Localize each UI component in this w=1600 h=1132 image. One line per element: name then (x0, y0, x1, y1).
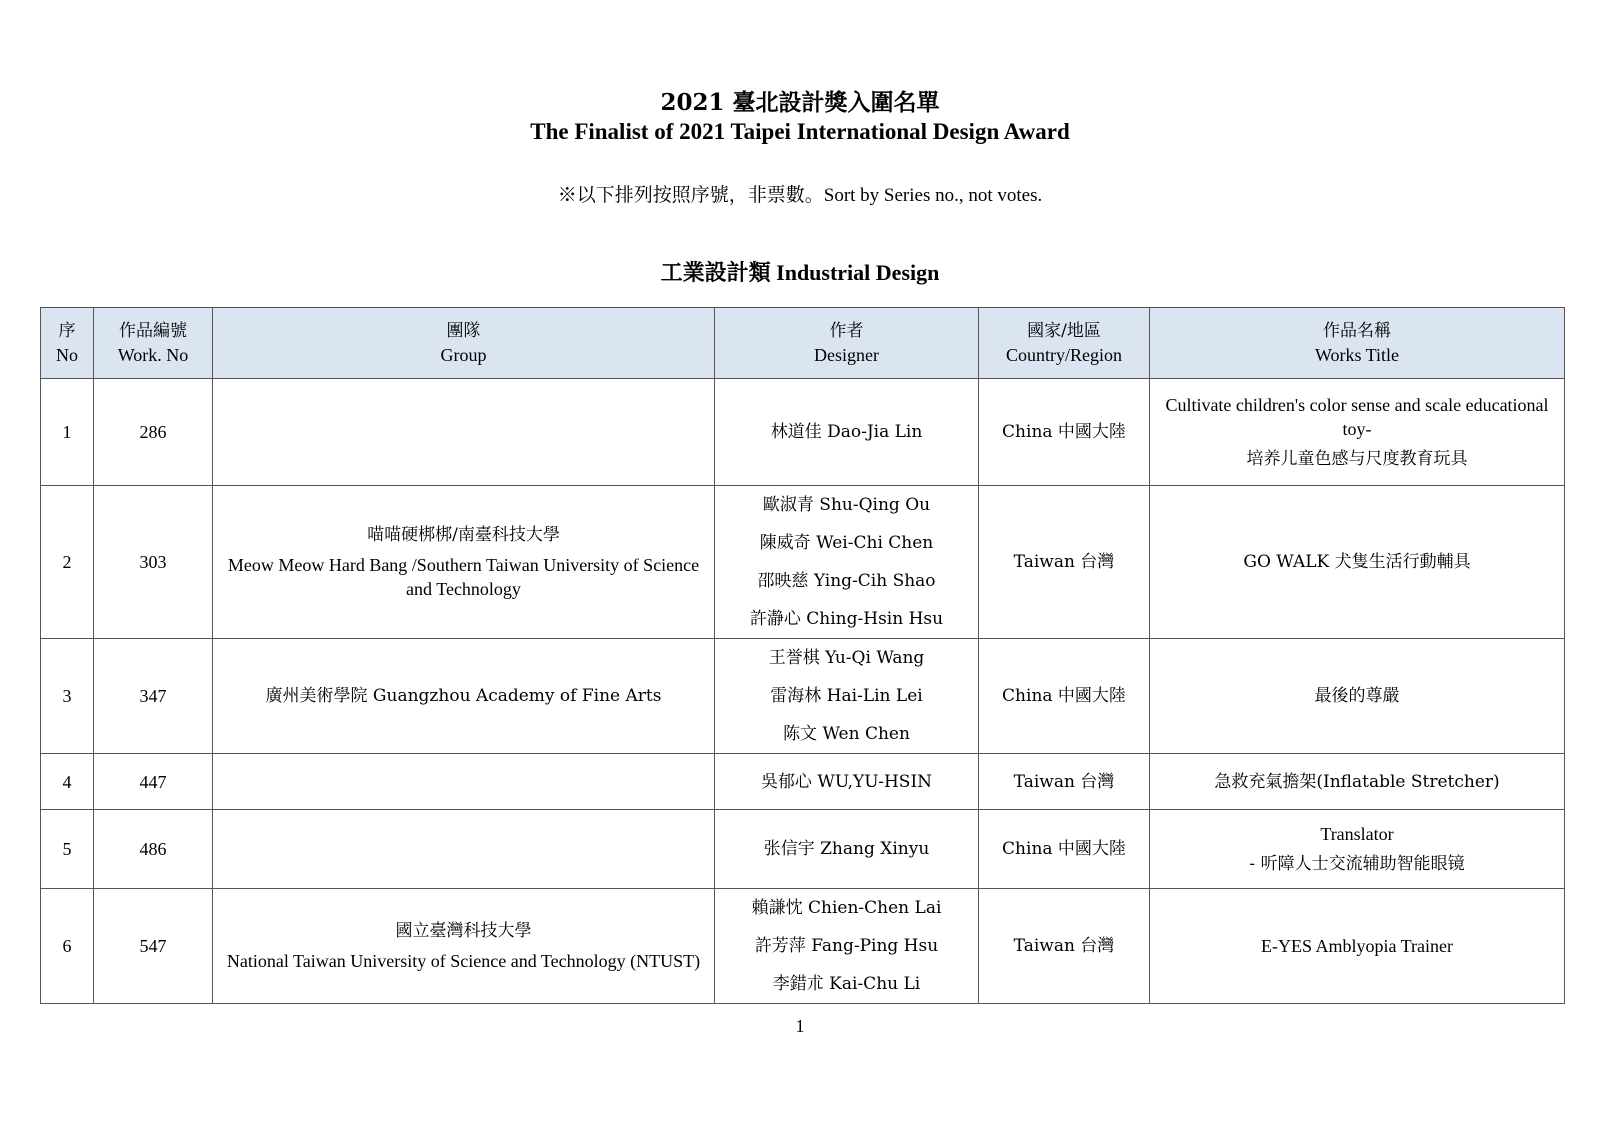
header-designer: 作者 Designer (715, 308, 979, 379)
cell-designer: 王誉棋 Yu-Qi Wang 雷海林 Hai-Lin Lei 陈文 Wen Chen (715, 639, 979, 754)
cell-country: Taiwan 台灣 (979, 486, 1150, 639)
cell-no: 3 (41, 639, 94, 754)
cell-designer: 张信宇 Zhang Xinyu (715, 810, 979, 889)
page-title-english: The Finalist of 2021 Taipei International Design Award (530, 119, 1070, 144)
cell-designer: 吳郁心 WU,YU-HSIN (715, 754, 979, 810)
cell-country: China 中國大陸 (979, 810, 1150, 889)
table-row (41, 379, 1565, 486)
table-row (41, 486, 1565, 639)
sort-note: ※以下排列按照序號，非票數。Sort by Series no., not votes. (557, 185, 1043, 206)
table-row (41, 639, 1565, 754)
header-group: 團隊 Group (213, 308, 715, 379)
cell-no: 5 (41, 810, 94, 889)
table-row (41, 889, 1565, 1004)
cell-work-no: 347 (94, 639, 213, 754)
cell-work-no: 303 (94, 486, 213, 639)
finalist-table (40, 307, 1565, 1004)
table-row (41, 810, 1565, 889)
cell-works-title: 急救充氣擔架(Inflatable Stretcher) (1150, 754, 1565, 810)
cell-works-title: GO WALK 犬隻生活行動輔具 (1150, 486, 1565, 639)
cell-country: Taiwan 台灣 (979, 754, 1150, 810)
cell-group: 國立臺灣科技大學 National Taiwan University of Science and Technology (NTUST) (213, 889, 715, 1004)
cell-work-no: 447 (94, 754, 213, 810)
cell-country: China 中國大陸 (979, 639, 1150, 754)
cell-group (213, 754, 715, 810)
section-heading: 工業設計類 Industrial Design (660, 260, 940, 285)
cell-no: 4 (41, 754, 94, 810)
cell-no: 2 (41, 486, 94, 639)
cell-country: Taiwan 台灣 (979, 889, 1150, 1004)
cell-no: 1 (41, 379, 94, 486)
cell-designer: 林道佳 Dao-Jia Lin (715, 379, 979, 486)
cell-works-title: Cultivate children's color sense and scale educational toy- 培养儿童色感与尺度教育玩具 (1150, 379, 1565, 486)
cell-group: 廣州美術學院 Guangzhou Academy of Fine Arts (213, 639, 715, 754)
header-work-no: 作品編號 Work. No (94, 308, 213, 379)
cell-works-title: 最後的尊嚴 (1150, 639, 1565, 754)
cell-group (213, 810, 715, 889)
cell-country: China 中國大陸 (979, 379, 1150, 486)
header-country: 國家/地區 Country/Region (979, 308, 1150, 379)
table-row (41, 754, 1565, 810)
table-header-row (41, 308, 1565, 379)
cell-work-no: 486 (94, 810, 213, 889)
cell-works-title: Translator - 听障人士交流辅助智能眼镜 (1150, 810, 1565, 889)
cell-group: 喵喵硬梆梆/南臺科技大學 Meow Meow Hard Bang /Southern Taiwan University of Science and Technology (213, 486, 715, 639)
header-no: 序 No (41, 308, 94, 379)
cell-group (213, 379, 715, 486)
cell-no: 6 (41, 889, 94, 1004)
page-number: 1 (795, 1016, 805, 1036)
cell-designer: 歐淑青 Shu-Qing Ou 陳威奇 Wei-Chi Chen 邵映慈 Ying-Cih Shao 許瀞心 Ching-Hsin Hsu (715, 486, 979, 639)
cell-designer: 賴謙忱 Chien-Chen Lai 許芳萍 Fang-Ping Hsu 李錯朮 Kai-Chu Li (715, 889, 979, 1004)
cell-work-no: 547 (94, 889, 213, 1004)
cell-works-title: E-YES Amblyopia Trainer (1150, 889, 1565, 1004)
cell-work-no: 286 (94, 379, 213, 486)
header-works-title: 作品名稱 Works Title (1150, 308, 1565, 379)
page-title-chinese: 2021 臺北設計獎入圍名單 (660, 89, 940, 116)
